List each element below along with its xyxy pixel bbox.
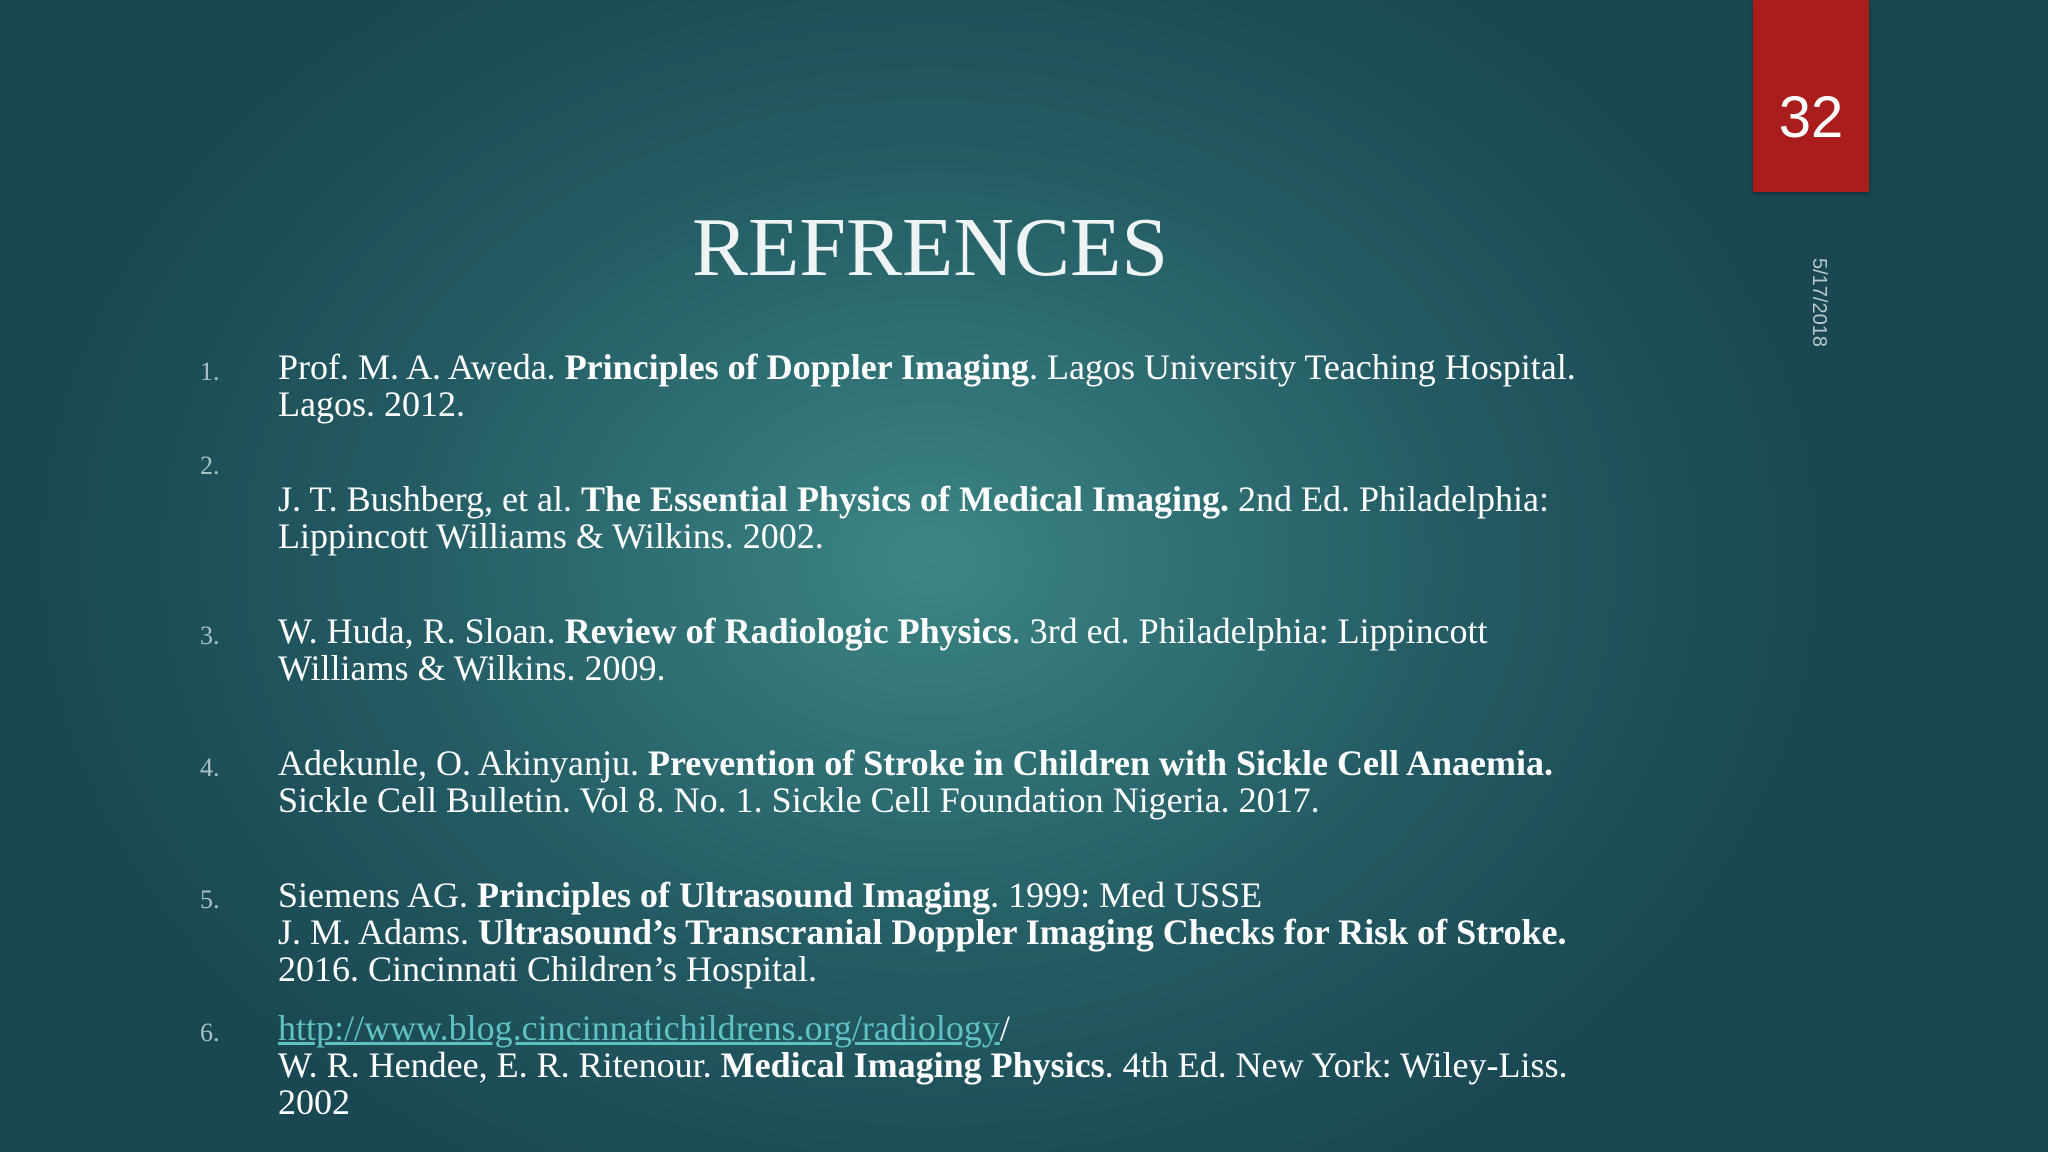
reference-number: 6. <box>200 1018 220 1047</box>
reference-line <box>278 1047 1698 1084</box>
reference-line <box>278 349 1698 386</box>
reference-bold-title: Medical Imaging Physics <box>720 1045 1105 1085</box>
reference-line <box>278 518 1698 555</box>
slide-number: 32 <box>1778 85 1844 150</box>
reference-bold-title: Prevention of Stroke in Children with Sickle Cell Anaemia. <box>647 743 1553 783</box>
reference-text <box>278 1010 1698 1121</box>
slide-number-badge <box>1753 0 1869 192</box>
reference-text <box>278 877 1698 988</box>
reference-segment: J. T. Bushberg, et al. <box>278 479 581 519</box>
reference-segment: . 3rd ed. Philadelphia: Lippincott <box>1011 611 1488 651</box>
reference-line <box>278 782 1698 819</box>
reference-bold-title: Review of Radiologic Physics <box>564 611 1012 651</box>
reference-segment: Siemens AG. <box>278 875 478 915</box>
reference-segment: Sickle Cell Bulletin. Vol 8. No. 1. Sickle Cell Foundation Nigeria. 2017. <box>278 780 1320 820</box>
reference-line <box>278 951 1698 988</box>
reference-bold-title: Ultrasound’s Transcranial Doppler Imaging Checks for Risk of Stroke. <box>478 912 1567 952</box>
reference-text <box>278 613 1698 687</box>
reference-bold-title: Principles of Ultrasound Imaging <box>477 875 991 915</box>
slide-date: 5/17/2018 <box>1808 258 1830 347</box>
reference-number: 3. <box>200 621 220 650</box>
reference-line <box>278 650 1698 687</box>
reference-segment: Lippincott Williams & Wilkins. 2002. <box>278 516 824 556</box>
reference-segment: 2002 <box>278 1082 350 1122</box>
reference-bold-title: The Essential Physics of Medical Imaging. <box>580 479 1230 519</box>
reference-segment: 2nd Ed. Philadelphia: <box>1229 479 1549 519</box>
reference-line <box>278 745 1698 782</box>
reference-number: 1. <box>200 357 220 386</box>
reference-text <box>278 745 1698 819</box>
reference-number: 4. <box>200 753 220 782</box>
reference-segment: W. R. Hendee, E. R. Ritenour. <box>278 1045 721 1085</box>
reference-segment: Adekunle, O. Akinyanju. <box>278 743 648 783</box>
reference-line <box>278 877 1698 914</box>
reference-segment: . 1999: Med USSE <box>990 875 1263 915</box>
reference-segment: Lagos. 2012. <box>278 384 465 424</box>
reference-segment: J. M. Adams. <box>278 912 479 952</box>
reference-segment: . Lagos University Teaching Hospital. <box>1029 347 1576 387</box>
reference-segment: Prof. M. A. Aweda. <box>278 347 565 387</box>
reference-number: 5. <box>200 885 220 914</box>
slide-title: REFRENCES <box>691 201 1169 294</box>
radiology-blog-link[interactable]: http://www.blog.cincinnatichildrens.org/radiology <box>278 1008 1000 1048</box>
reference-bold-title: Principles of Doppler Imaging <box>564 347 1030 387</box>
reference-number: 2. <box>200 451 220 480</box>
reference-line <box>278 613 1698 650</box>
reference-segment: W. Huda, R. Sloan. <box>278 611 565 651</box>
reference-text <box>278 481 1698 555</box>
reference-segment: 2016. Cincinnati Children’s Hospital. <box>278 949 817 989</box>
reference-line <box>278 386 1698 423</box>
reference-line <box>278 914 1698 951</box>
reference-text <box>278 349 1698 423</box>
reference-segment: / <box>999 1008 1010 1048</box>
reference-segment: . 4th Ed. New York: Wiley-Liss. <box>1104 1045 1568 1085</box>
reference-line <box>278 1010 1698 1047</box>
reference-segment: Williams & Wilkins. 2009. <box>278 648 666 688</box>
reference-line <box>278 481 1698 518</box>
reference-line <box>278 1084 1698 1121</box>
